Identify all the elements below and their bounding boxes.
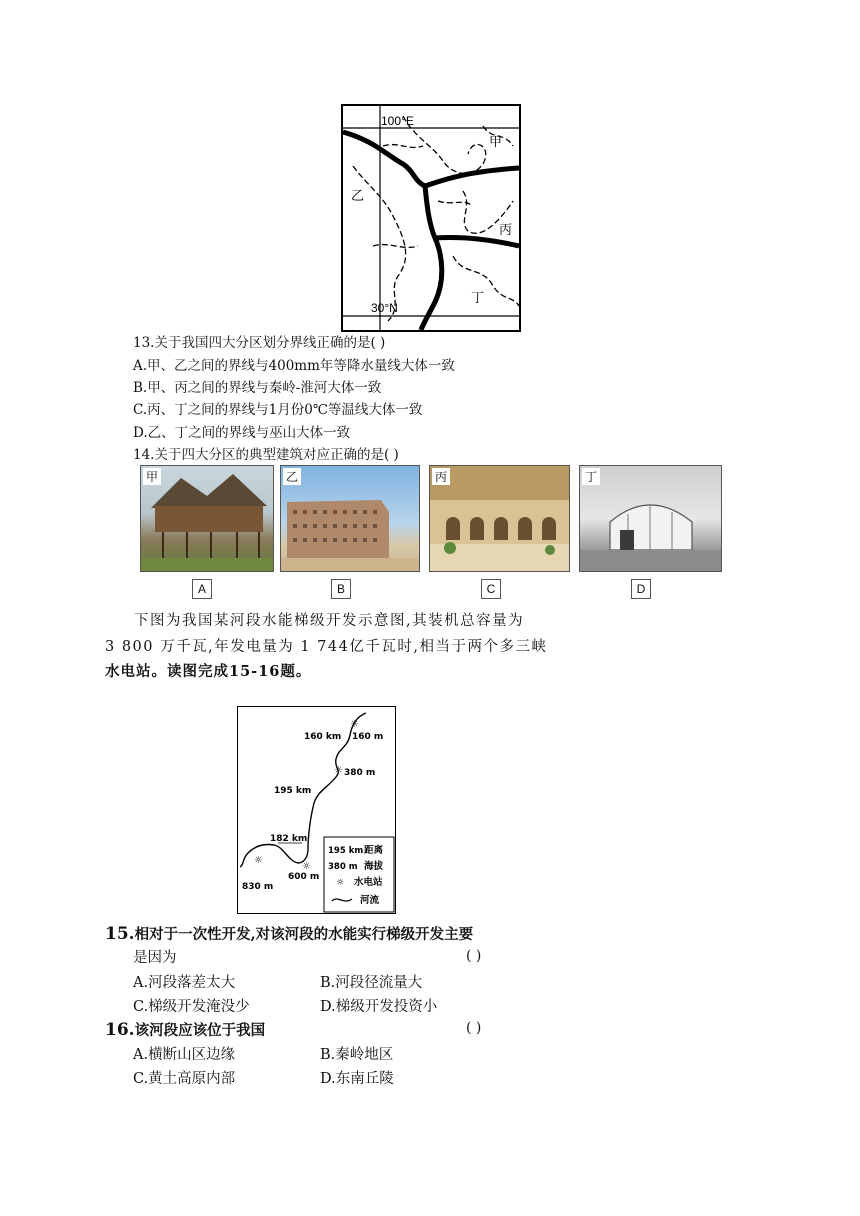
label-830m: 830 m	[242, 882, 274, 892]
q15-option-b[interactable]: B.河段径流量大	[320, 975, 423, 991]
legend-distance-value: 195 km	[328, 846, 364, 856]
q16-option-b[interactable]: B.秦岭地区	[320, 1047, 394, 1063]
legend-station-label: 水电站	[354, 877, 383, 888]
legend-river-label: 河流	[360, 895, 380, 906]
adobe-house-illustration	[281, 466, 419, 571]
photo-tag-ding: 丁	[582, 468, 600, 485]
option-d-box[interactable]: D	[631, 579, 651, 599]
region-boundary-map	[341, 104, 521, 332]
legend-distance-label: 距离	[364, 845, 384, 856]
q15-stem-line-2: 是因为	[133, 950, 177, 966]
intro-line-1: 下图为我国某河段水能梯级开发示意图,其装机总容量为	[134, 613, 525, 629]
hydropower-cascade-map-svg	[238, 707, 395, 913]
q15-option-c[interactable]: C.梯级开发淹没少	[133, 999, 250, 1015]
longitude-label: 100°E	[381, 114, 414, 128]
photo-adobe-house	[280, 465, 420, 572]
q15-number: 15.	[105, 924, 135, 944]
q16-stem	[105, 1018, 265, 1043]
photo-stilt-house	[140, 465, 274, 572]
region-jia-label: 甲	[489, 135, 503, 150]
photo-cave-dwelling	[429, 465, 570, 572]
q14-stem: 14.关于四大分区的典型建筑对应正确的是( )	[133, 447, 399, 463]
yurt-illustration	[580, 466, 721, 571]
label-160km: 160 km	[304, 732, 342, 742]
region-yi-label: 乙	[351, 189, 365, 204]
label-195km: 195 km	[274, 786, 312, 796]
q16-option-a[interactable]: A.横断山区边缘	[133, 1047, 236, 1063]
legend-altitude-value: 380 m	[328, 862, 358, 872]
option-a-box[interactable]: A	[192, 579, 212, 599]
option-c-box[interactable]: C	[481, 579, 501, 599]
intro-line-2: 3 800 万千瓦,年发电量为 1 744亿千瓦时,相当于两个多三峡	[105, 639, 548, 655]
q13-option-b[interactable]: B.甲、丙之间的界线与秦岭-淮河大体一致	[133, 380, 382, 396]
q15-answer-paren[interactable]: ( )	[466, 948, 482, 964]
region-bing-label: 丙	[499, 223, 513, 238]
photo-tag-bing: 丙	[432, 468, 450, 485]
q16-stem-text: 该河段应该位于我国	[134, 1022, 266, 1039]
photo-tag-jia: 甲	[143, 468, 161, 485]
photo-tag-yi: 乙	[283, 468, 301, 485]
station-icon-1: ☼	[350, 719, 359, 730]
q15-option-d[interactable]: D.梯级开发投资小	[320, 999, 438, 1015]
q16-option-d[interactable]: D.东南丘陵	[320, 1071, 394, 1087]
option-b-box[interactable]: B	[331, 579, 351, 599]
station-icon-2: ☼	[334, 765, 343, 776]
legend-station-icon: ☼	[336, 878, 345, 888]
q13-option-d[interactable]: D.乙、丁之间的界线与巫山大体一致	[133, 425, 351, 441]
legend-altitude-label: 海拔	[364, 861, 384, 872]
latitude-label: 30°N	[371, 301, 398, 315]
label-380m: 380 m	[344, 768, 376, 778]
hydropower-cascade-map	[237, 706, 396, 914]
q16-option-c[interactable]: C.黄土高原内部	[133, 1071, 236, 1087]
q15-stem-line-1	[105, 922, 473, 947]
intro-line-3: 水电站。读图完成15-16题。	[105, 663, 312, 680]
label-600m: 600 m	[288, 872, 320, 882]
label-160m: 160 m	[352, 732, 384, 742]
region-boundary-map-svg	[343, 106, 519, 330]
q16-number: 16.	[105, 1020, 135, 1040]
station-icon-3: ☼	[302, 861, 311, 872]
station-icon-4: ☼	[254, 855, 263, 866]
q13-option-a[interactable]: A.甲、乙之间的界线与400mm年等降水量线大体一致	[133, 358, 455, 374]
q15-option-a[interactable]: A.河段落差太大	[133, 975, 236, 991]
label-182km: 182 km	[270, 834, 308, 844]
cave-dwelling-illustration	[430, 466, 569, 571]
q13-stem: 13.关于我国四大分区划分界线正确的是( )	[133, 335, 386, 351]
q13-option-c[interactable]: C.丙、丁之间的界线与1月份0℃等温线大体一致	[133, 402, 423, 418]
q16-answer-paren[interactable]: ( )	[466, 1020, 482, 1036]
q15-stem-text: 相对于一次性开发,对该河段的水能实行梯级开发主要	[134, 926, 474, 943]
region-ding-label: 丁	[471, 291, 485, 306]
photo-yurt	[579, 465, 722, 572]
